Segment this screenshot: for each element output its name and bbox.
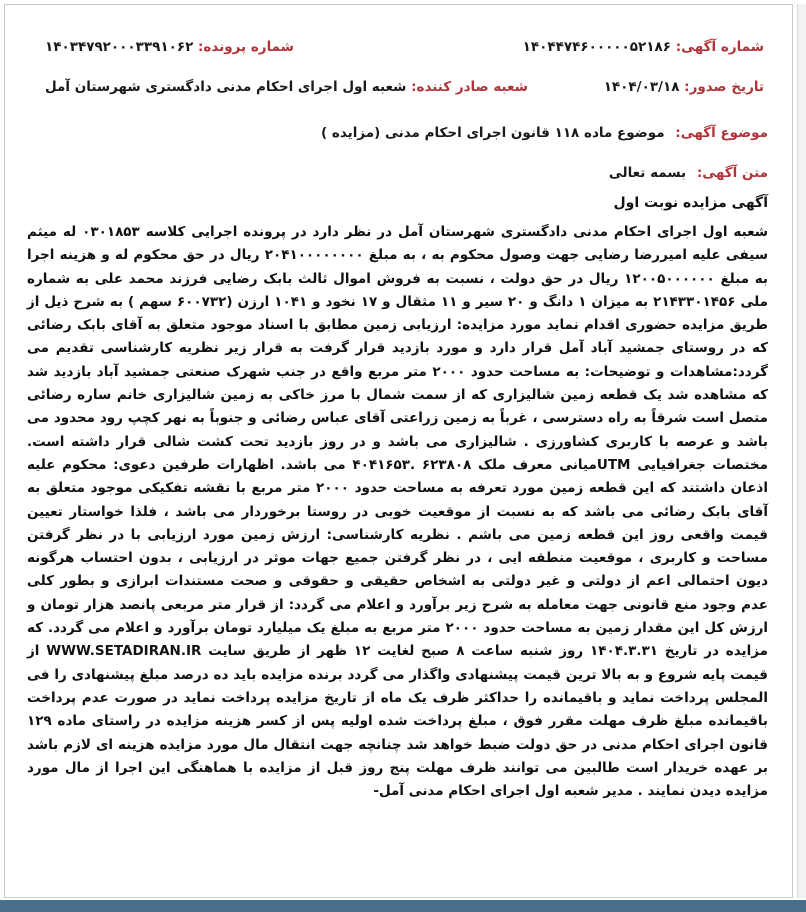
notice-heading: آگهی مزایده نوبت اول	[613, 195, 768, 211]
case-number	[45, 39, 294, 55]
ad-text-line	[27, 165, 768, 181]
subject-value: موضوع ماده ۱۱۸ قانون اجرای احکام مدنی (مزایده )	[321, 125, 665, 141]
issuer-value: شعبه اول اجرای احکام مدنی دادگستری شهرستان آمل	[45, 79, 407, 95]
notice-body: شعبه اول اجرای احکام مدنی دادگستری شهرستان آمل در نظر دارد در پرونده اجرایی کلاسه ۰۳۰۱۸۵۳ له میثم سیفی علیه امیررضا رضایی جهت وصول محکوم به ، به مبلغ ۲۰۴۱۰۰۰۰۰۰۰۰ ریال در حق محکوم له و هزینه اجرا به مبلغ ۱۲۰۰۵۰۰۰۰۰۰ ریال در حق دولت ، نسبت به فروش اموال ثالث بابک رضایی فرزند محمد علی به شماره ملی ۲۱۴۳۳۰۱۴۵۶ به میزان ۱ دانگ و ۲۰ سیر و ۱۱ مثقال و ۱۷ نخود و ۱۰۴۱ ارزن (۶۰۰۷۳۲ سهم ) به شرح ذیل از طریق مزایده حضوری اقدام نماید مورد مزایده: ارزیابی زمین مطابق با اسناد موجود متعلق به آقای بابک رضائی که در روستای جمشید آباد آمل قرار دارد و مورد بازدید قرار گرفت به قرار زیر نظریه کارشناسی تقدیم می گردد:مشاهدات و توضیحات: به مساحت حدود ۲۰۰۰ متر مربع واقع در جنب شهرک صنعتی جمشید آباد بازدید شد که مشاهده شد یک قطعه زمین شالیزاری که از سمت شمال با مرز خاکی به زمین شالیزاری خانم ساره رضائی متصل است شرقاً به راه دسترسی ، غرباً به زمین زراعتی آقای عباس رضائی و جنوباً به نهر کچپ رود محدود می باشد و عرصه با کاربری کشاورزی . شالیزاری می باشد و در روز بازدید تحت کشت شالی قرار داشته است. مختصات جغرافیایی UTMمیانی معرف ملک ۶۲۳۸۰۸ .۴۰۴۱۶۵۳ می باشد. اظهارات طرفین دعوی: محکوم علیه اذعان داشتند که این قطعه زمین مورد تعرفه به مساحت حدود ۲۰۰۰ متر مربع با نقشه تفکیکی موجود متعلق به آقای بابک رضائی می باشد که به نسبت از موقعیت خوبی در روستا برخوردار می باشد ، فلذا خواستار تعیین قیمت واقعی روز این قطعه زمین می باشم . نظریه کارشناسی: ارزش زمین مورد ارزیابی با در نظر گرفتن مساحت و کاربری ، موقعیت منطقه ایی ، در نظر گرفتن جمیع جهات موثر در ارزیابی ، بدون احتساب هرگونه دیون احتمالی اعم از دولتی و غیر دولتی به اشخاص حقیقی و حقوقی و صحت مستندات ابرازی و بطور کلی عدم وجود منع قانونی جهت معامله به شرح زیر برآورد و اعلام می گردد: از قرار متر مربعی پانصد هزار تومان و ارزش کل این مقدار زمین به مساحت حدود ۲۰۰۰ متر مربع به مبلغ یک میلیارد تومان برآورد و اعلام می گردد. که مزایده در تاریخ ۱۴۰۴.۳.۳۱ روز شنبه ساعت ۸ صبح لغایت ۱۲ ظهر از طریق سایت WWW.SETADIRAN.IR از قیمت پایه شروع و به بالا ترین قیمت پیشنهادی واگذار می گردد برنده مزایده باید ده درصد مبلغ پیشنهادی را فی المجلس پرداخت نماید و باقیمانده را حداکثر ظرف یک ماه از تاریخ مزایده پرداخت نماید در صورت عدم پرداخت باقیمانده مبلغ ظرف مهلت مقرر فوق ، مبلغ پرداخت شده اولیه پس از کسر هزینه مزایده در راستای ماده ۱۲۹ قانون اجرای احکام مدنی در حق دولت ضبط خواهد شد چنانچه جهت انتقال مال مورد مزایده هزینه ای لازم باشد بر عهده خریدار است طالبین می توانند ظرف مهلت پنج روز قبل از مزایده با هماهنگی این اجرا از مال مورد مزایده دیدن نمایند . مدیر شعبه اول اجرای احکام مدنی آمل-	[27, 224, 769, 800]
notice-content	[27, 125, 768, 803]
issuer-label: شعبه صادر کننده:	[411, 79, 528, 95]
issue-date-label: تاریخ صدور:	[684, 79, 764, 95]
ad-number-value: ۱۴۰۴۴۷۴۶۰۰۰۰۰۵۲۱۸۶	[522, 39, 671, 55]
case-number-label: شماره پرونده:	[198, 39, 294, 55]
ad-text-value: بسمه تعالی	[608, 165, 687, 181]
bottom-bar	[0, 900, 806, 912]
issue-date	[604, 79, 764, 95]
ad-number-label: شماره آگهی:	[675, 39, 764, 55]
notice-frame	[4, 4, 793, 898]
ad-number	[523, 39, 764, 55]
subject-line	[27, 125, 768, 141]
ad-text-label: متن آگهی:	[696, 165, 768, 181]
issue-date-value: ۱۴۰۴/۰۳/۱۸	[603, 79, 680, 95]
case-number-value: ۱۴۰۳۴۷۹۲۰۰۰۳۳۹۱۰۶۲	[45, 39, 194, 55]
issuer	[45, 79, 528, 95]
subject-label: موضوع آگهی:	[675, 125, 768, 141]
scrollbar[interactable]	[797, 4, 806, 898]
